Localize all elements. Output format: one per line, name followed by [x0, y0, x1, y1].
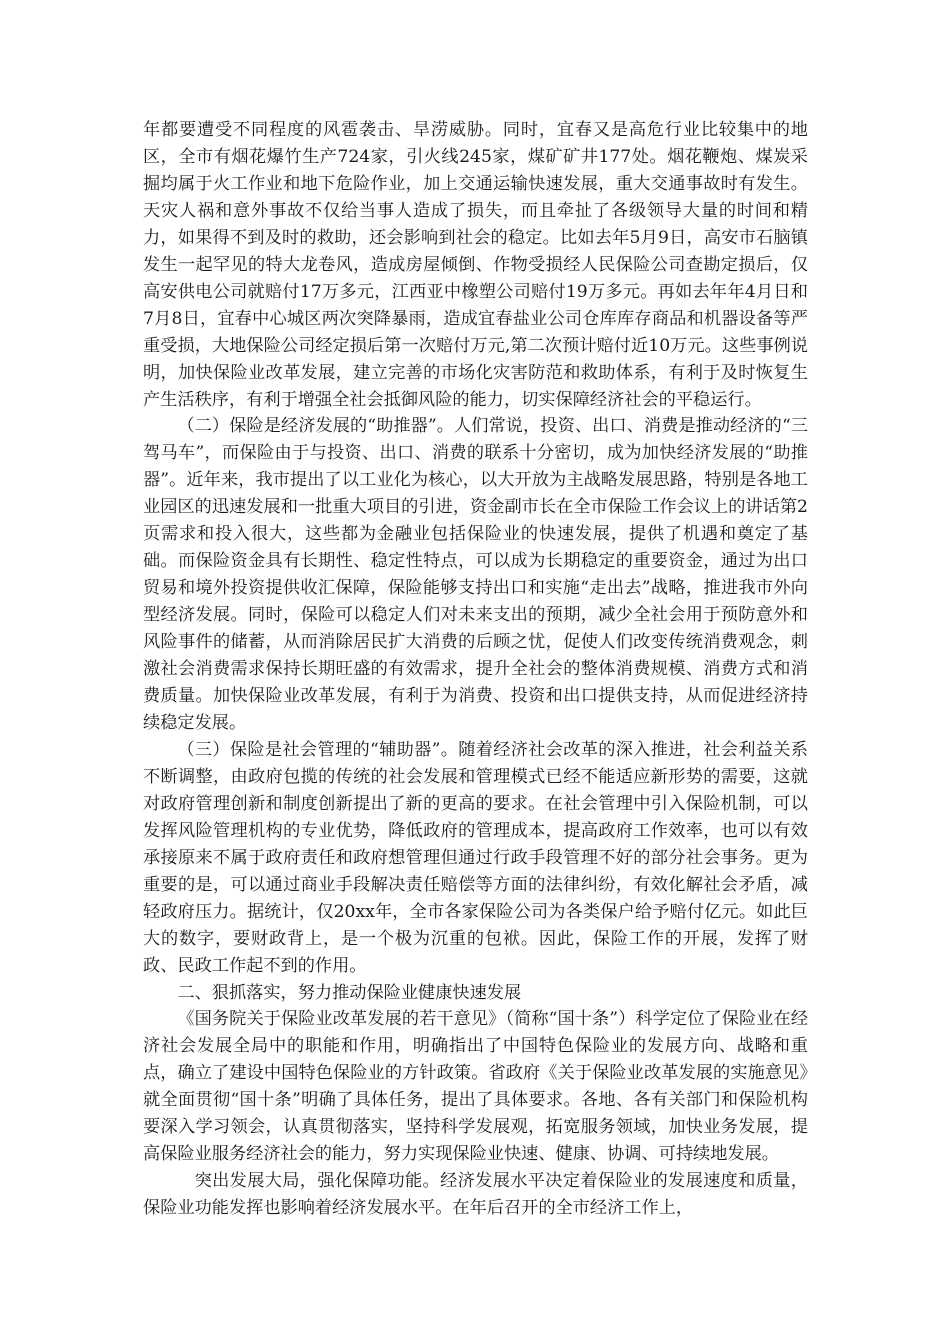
- paragraph-development-priorities: 突出发展大局，强化保障功能。经济发展水平决定着保险业的发展速度和质量，保险业功能发挥也影响着经济发展水平。在年后召开的全市经济工作上，: [143, 1171, 808, 1219]
- paragraph-state-council-opinions: 《国务院关于保险业改革发展的若干意见》（简称“国十条”）科学定位了保险业在经济社会发展全局中的职能和作用，明确指出了中国特色保险业的发展方向、战略和重点，确立了建设中国特色保险业的方针政策。省政府《关于保险业改革发展的实施意见》就全面贯彻“国十条”明确了具体任务，提出了具体要求。各地、各有关部门和保险机构要深入学习领会，认真贯彻落实，坚持科学发展观，拓宽服务领域，加快业务发展，提高保险业服务经济社会的能力，努力实现保险业快速、健康、协调、可持续地发展。: [143, 1009, 808, 1165]
- paragraph-economic-booster: （二）保险是经济发展的“助推器”。人们常说，投资、出口、消费是推动经济的“三驾马车”，而保险由于与投资、出口、消费的联系十分密切，成为加快经济发展的“助推器”。近年来，我市提出了以工业化为核心，以大开放为主战略发展思路，特别是各地工业园区的迅速发展和一批重大项目的引进，资金副市长在全市保险工作会议上的讲话第2页需求和投入很大，这些都为金融业包括保险业的快速发展，提供了机遇和奠定了基础。而保险资金具有长期性、稳定性特点，可以成为长期稳定的重要资金，通过为出口贸易和境外投资提供收汇保障，保险能够支持出口和实施“走出去”战略，推进我市外向型经济发展。同时，保险可以稳定人们对未来支出的预期，减少全社会用于预防意外和风险事件的储蓄，从而消除居民扩大消费的后顾之忧，促使人们改变传统消费观念，刺激社会消费需求保持长期旺盛的有效需求，提升全社会的整体消费规模、消费方式和消费质量。加快保险业改革发展，有利于为消费、投资和出口提供支持，从而促进经济持续稳定发展。: [143, 416, 808, 733]
- paragraph-social-management: （三）保险是社会管理的“辅助器”。随着经济社会改革的深入推进，社会利益关系不断调整，由政府包揽的传统的社会发展和管理模式已经不能适应新形势的需要，这就对政府管理创新和制度创新提出了新的更高的要求。在社会管理中引入保险机制，可以发挥风险管理机构的专业优势，降低政府的管理成本，提高政府工作效率，也可以有效承接原来不属于政府责任和政府想管理但通过行政手段管理不好的部分社会事务。更为重要的是，可以通过商业手段解决责任赔偿等方面的法律纠纷，有效化解社会矛盾，减轻政府压力。据统计，仅20xx年，全市各家保险公司为各类保户给予赔付亿元。如此巨大的数字，要财政背上，是一个极为沉重的包袱。因此，保险工作的开展，发挥了财政、民政工作起不到的作用。: [143, 739, 808, 976]
- section-heading: 二、狠抓落实，努力推动保险业健康快速发展: [177, 982, 522, 1003]
- document-body: [143, 117, 808, 1222]
- paragraph-disaster-examples: 年都要遭受不同程度的风雹袭击、旱涝威胁。同时，宜春又是高危行业比较集中的地区，全市有烟花爆竹生产724家，引火线245家，煤矿矿井177处。烟花鞭炮、煤炭采掘均属于火工作业和地下危险作业，加上交通运输快速发展，重大交通事故时有发生。天灾人祸和意外事故不仅给当事人造成了损失，而且牵扯了各级领导大量的时间和精力，如果得不到及时的救助，还会影响到社会的稳定。比如去年5月9日，高安市石脑镇发生一起罕见的特大龙卷风，造成房屋倾倒、作物受损经人民保险公司查勘定损后，仅高安供电公司就赔付17万多元，江西亚中橡塑公司赔付19万多元。再如去年年4月日和7月8日，宜春中心城区两次突降暴雨，造成宜春盐业公司仓库库存商品和机器设备等严重受损，大地保险公司经定损后第一次赔付万元,第二次预计赔付近10万元。这些事例说明，加快保险业改革发展，建立完善的市场化灾害防范和救助体系，有利于及时恢复生产生活秩序，有利于增强全社会抵御风险的能力，切实保障经济社会的平稳运行。: [143, 120, 808, 410]
